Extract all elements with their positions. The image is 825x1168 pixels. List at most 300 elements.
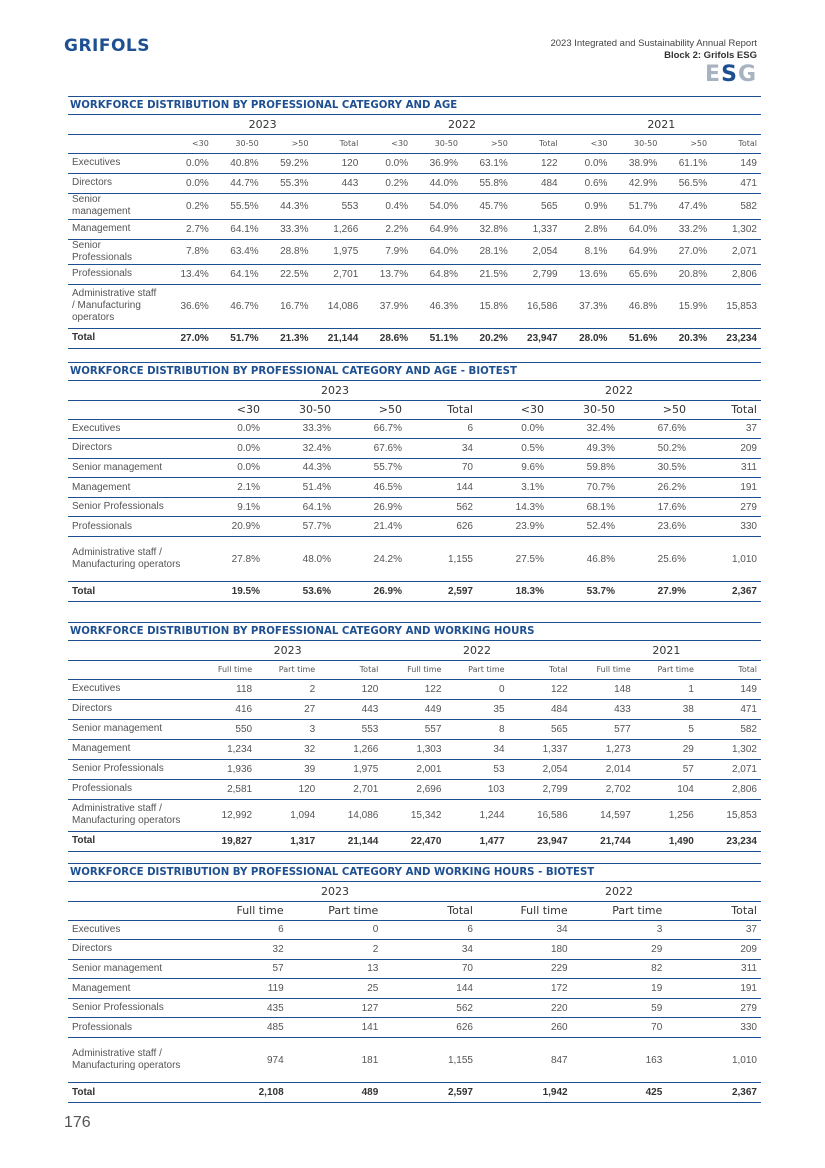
table-cell: 2,071 bbox=[698, 759, 761, 779]
table-cell: 1,155 bbox=[406, 537, 477, 582]
data-table bbox=[68, 381, 761, 602]
table-cell: 3 bbox=[256, 719, 319, 739]
table-cell: 104 bbox=[635, 779, 698, 799]
row-label: Administrative staff / Manufacturing operators bbox=[68, 537, 193, 582]
table-cell: 1,010 bbox=[666, 1038, 761, 1083]
table-cell: 172 bbox=[477, 979, 572, 999]
table-row bbox=[68, 419, 761, 439]
corner-cell bbox=[68, 882, 193, 901]
table-cell: 103 bbox=[445, 779, 508, 799]
table-cell: 181 bbox=[288, 1038, 383, 1083]
total-row bbox=[68, 582, 761, 602]
table-cell: 1,337 bbox=[509, 739, 572, 759]
column-header: Full time bbox=[477, 901, 572, 920]
table-cell: 50.2% bbox=[619, 439, 690, 459]
table-cell: 68.1% bbox=[548, 497, 619, 517]
year-header-row bbox=[68, 381, 761, 400]
row-label: Professionals bbox=[68, 517, 193, 537]
table-cell: 30.5% bbox=[619, 458, 690, 478]
table-cell: 52.4% bbox=[548, 517, 619, 537]
year-header: 2022 bbox=[382, 641, 571, 660]
table-cell: 12,992 bbox=[193, 799, 256, 831]
year-header: 2021 bbox=[562, 115, 761, 134]
table-cell: 34 bbox=[477, 920, 572, 940]
total-cell: 2,597 bbox=[406, 582, 477, 602]
table-cell: 59.8% bbox=[548, 458, 619, 478]
table-cell: 0.6% bbox=[562, 173, 612, 193]
table-age-section bbox=[68, 96, 761, 349]
table-row bbox=[68, 239, 761, 264]
column-header: <30 bbox=[362, 134, 412, 153]
table-cell: 0.0% bbox=[362, 153, 412, 173]
table-cell: 311 bbox=[666, 959, 761, 979]
column-header: <30 bbox=[477, 400, 548, 419]
table-cell: 2,696 bbox=[382, 779, 445, 799]
table-cell: 626 bbox=[406, 517, 477, 537]
table-cell: 37 bbox=[690, 419, 761, 439]
table-row bbox=[68, 759, 761, 779]
year-header-row bbox=[68, 882, 761, 901]
column-header: >50 bbox=[462, 134, 512, 153]
table-cell: 33.3% bbox=[264, 419, 335, 439]
total-cell: 51.1% bbox=[412, 328, 462, 348]
table-row bbox=[68, 799, 761, 831]
row-label: Directors bbox=[68, 173, 163, 193]
total-cell: 51.7% bbox=[213, 328, 263, 348]
table-cell: 1,302 bbox=[698, 739, 761, 759]
table-cell: 0.0% bbox=[193, 458, 264, 478]
table-cell: 55.5% bbox=[213, 193, 263, 219]
table-cell: 1,155 bbox=[382, 1038, 477, 1083]
year-header: 2021 bbox=[572, 641, 761, 660]
table-cell: 55.8% bbox=[462, 173, 512, 193]
table-cell: 25 bbox=[288, 979, 383, 999]
table-cell: 37.3% bbox=[562, 284, 612, 328]
table-cell: 2,054 bbox=[509, 759, 572, 779]
table-cell: 0.4% bbox=[362, 193, 412, 219]
column-header: Total bbox=[406, 400, 477, 419]
row-label: Senior Professionals bbox=[68, 998, 193, 1018]
table-cell: 122 bbox=[509, 679, 572, 699]
esg-mark bbox=[705, 62, 757, 87]
row-label: Management bbox=[68, 739, 193, 759]
row-label: Total bbox=[68, 831, 193, 851]
table-cell: 27.5% bbox=[477, 537, 548, 582]
corner-cell bbox=[68, 641, 193, 660]
column-header: Part time bbox=[635, 660, 698, 679]
corner-cell bbox=[68, 134, 163, 153]
table-cell: 23.9% bbox=[477, 517, 548, 537]
row-label: Senior management bbox=[68, 959, 193, 979]
table-cell: 0.0% bbox=[477, 419, 548, 439]
table-cell: 449 bbox=[382, 699, 445, 719]
table-cell: 260 bbox=[477, 1018, 572, 1038]
table-cell: 0.2% bbox=[163, 193, 213, 219]
table-row bbox=[68, 979, 761, 999]
total-cell: 20.3% bbox=[661, 328, 711, 348]
row-label: Senior Professionals bbox=[68, 497, 193, 517]
table-cell: 553 bbox=[312, 193, 362, 219]
table-cell: 32.8% bbox=[462, 219, 512, 239]
table-row bbox=[68, 458, 761, 478]
table-cell: 22.5% bbox=[263, 264, 313, 284]
table-cell: 59 bbox=[572, 998, 667, 1018]
total-cell: 425 bbox=[572, 1083, 667, 1103]
row-label: Administrative staff / Manufacturing operators bbox=[68, 799, 193, 831]
table-cell: 27.0% bbox=[661, 239, 711, 264]
table-cell: 32 bbox=[193, 940, 288, 960]
table-cell: 63.4% bbox=[213, 239, 263, 264]
total-cell: 23,947 bbox=[512, 328, 562, 348]
column-header: Total bbox=[512, 134, 562, 153]
table-cell: 1,303 bbox=[382, 739, 445, 759]
table-cell: 32.4% bbox=[264, 439, 335, 459]
table-cell: 57 bbox=[635, 759, 698, 779]
column-header: Part time bbox=[572, 901, 667, 920]
total-cell: 53.7% bbox=[548, 582, 619, 602]
corner-cell bbox=[68, 901, 193, 920]
table-cell: 59.2% bbox=[263, 153, 313, 173]
table-cell: 2.8% bbox=[562, 219, 612, 239]
column-header: Total bbox=[509, 660, 572, 679]
table-cell: 7.8% bbox=[163, 239, 213, 264]
table-cell: 24.2% bbox=[335, 537, 406, 582]
table-cell: 55.3% bbox=[263, 173, 313, 193]
table-cell: 1,244 bbox=[445, 799, 508, 831]
table-cell: 20.9% bbox=[193, 517, 264, 537]
table-cell: 42.9% bbox=[611, 173, 661, 193]
table-cell: 2,806 bbox=[711, 264, 761, 284]
year-header: 2023 bbox=[163, 115, 362, 134]
table-cell: 46.3% bbox=[412, 284, 462, 328]
table-cell: 626 bbox=[382, 1018, 477, 1038]
table-cell: 1,266 bbox=[319, 739, 382, 759]
table-cell: 63.1% bbox=[462, 153, 512, 173]
table-cell: 15,342 bbox=[382, 799, 445, 831]
row-label: Senior management bbox=[68, 193, 163, 219]
table-cell: 67.6% bbox=[335, 439, 406, 459]
table-cell: 163 bbox=[572, 1038, 667, 1083]
report-title: 2023 Integrated and Sustainability Annual Report bbox=[550, 38, 757, 49]
column-header: >50 bbox=[263, 134, 313, 153]
column-header: Full time bbox=[193, 901, 288, 920]
table-cell: 36.6% bbox=[163, 284, 213, 328]
table-cell: 485 bbox=[193, 1018, 288, 1038]
table-cell: 330 bbox=[666, 1018, 761, 1038]
table-cell: 2.1% bbox=[193, 478, 264, 498]
row-label: Directors bbox=[68, 439, 193, 459]
table-cell: 32.4% bbox=[548, 419, 619, 439]
row-label: Executives bbox=[68, 153, 163, 173]
table-cell: 14,597 bbox=[572, 799, 635, 831]
table-cell: 29 bbox=[635, 739, 698, 759]
column-header: Full time bbox=[193, 660, 256, 679]
table-cell: 64.9% bbox=[611, 239, 661, 264]
table-cell: 6 bbox=[406, 419, 477, 439]
table-cell: 0.9% bbox=[562, 193, 612, 219]
column-header: Part time bbox=[445, 660, 508, 679]
row-label: Directors bbox=[68, 940, 193, 960]
total-cell: 23,234 bbox=[698, 831, 761, 851]
table-cell: 1 bbox=[635, 679, 698, 699]
total-cell: 2,367 bbox=[666, 1083, 761, 1103]
table-cell: 33.3% bbox=[263, 219, 313, 239]
table-row bbox=[68, 1018, 761, 1038]
column-header: Total bbox=[690, 400, 761, 419]
column-header-row bbox=[68, 660, 761, 679]
table-cell: 36.9% bbox=[412, 153, 462, 173]
table-row bbox=[68, 517, 761, 537]
table-row bbox=[68, 699, 761, 719]
table-row bbox=[68, 1038, 761, 1083]
table-cell: 5 bbox=[635, 719, 698, 739]
column-header: Total bbox=[382, 901, 477, 920]
total-cell: 28.6% bbox=[362, 328, 412, 348]
table-cell: 2,702 bbox=[572, 779, 635, 799]
table-cell: 40.8% bbox=[213, 153, 263, 173]
table-cell: 15,853 bbox=[711, 284, 761, 328]
row-label: Total bbox=[68, 582, 193, 602]
table-cell: 118 bbox=[193, 679, 256, 699]
table-cell: 565 bbox=[512, 193, 562, 219]
table-cell: 122 bbox=[512, 153, 562, 173]
row-label: Senior Professionals bbox=[68, 239, 163, 264]
table-row bbox=[68, 739, 761, 759]
table-cell: 48.0% bbox=[264, 537, 335, 582]
table-row bbox=[68, 679, 761, 699]
row-label: Senior management bbox=[68, 719, 193, 739]
table-row bbox=[68, 920, 761, 940]
table-cell: 471 bbox=[698, 699, 761, 719]
table-row bbox=[68, 153, 761, 173]
table-cell: 39 bbox=[256, 759, 319, 779]
table-cell: 209 bbox=[666, 940, 761, 960]
table-cell: 13.4% bbox=[163, 264, 213, 284]
table-cell: 149 bbox=[698, 679, 761, 699]
table-cell: 6 bbox=[382, 920, 477, 940]
total-cell: 21.3% bbox=[263, 328, 313, 348]
table-cell: 33.2% bbox=[661, 219, 711, 239]
table-cell: 2,806 bbox=[698, 779, 761, 799]
table-cell: 191 bbox=[666, 979, 761, 999]
table-cell: 15.8% bbox=[462, 284, 512, 328]
table-cell: 582 bbox=[698, 719, 761, 739]
total-cell: 26.9% bbox=[335, 582, 406, 602]
table-row bbox=[68, 264, 761, 284]
table-cell: 25.6% bbox=[619, 537, 690, 582]
table-cell: 14.3% bbox=[477, 497, 548, 517]
table-cell: 21.5% bbox=[462, 264, 512, 284]
table-cell: 51.7% bbox=[611, 193, 661, 219]
total-cell: 1,477 bbox=[445, 831, 508, 851]
table-cell: 16,586 bbox=[512, 284, 562, 328]
table-cell: 471 bbox=[711, 173, 761, 193]
table-cell: 443 bbox=[319, 699, 382, 719]
year-header-row bbox=[68, 641, 761, 660]
table-cell: 484 bbox=[512, 173, 562, 193]
total-cell: 18.3% bbox=[477, 582, 548, 602]
table-cell: 553 bbox=[319, 719, 382, 739]
table-cell: 21.4% bbox=[335, 517, 406, 537]
column-header: >50 bbox=[661, 134, 711, 153]
table-cell: 279 bbox=[690, 497, 761, 517]
table-cell: 1,975 bbox=[319, 759, 382, 779]
row-label: Total bbox=[68, 1083, 193, 1103]
total-cell: 2,108 bbox=[193, 1083, 288, 1103]
total-row bbox=[68, 328, 761, 348]
data-table bbox=[68, 882, 761, 1103]
table-cell: 66.7% bbox=[335, 419, 406, 439]
section-title: WORKFORCE DISTRIBUTION BY PROFESSIONAL CATEGORY AND WORKING HOURS - BIOTEST bbox=[68, 863, 761, 882]
row-label: Professionals bbox=[68, 779, 193, 799]
table-cell: 26.9% bbox=[335, 497, 406, 517]
table-row bbox=[68, 439, 761, 459]
table-cell: 2,054 bbox=[512, 239, 562, 264]
table-cell: 2 bbox=[288, 940, 383, 960]
table-cell: 2,701 bbox=[319, 779, 382, 799]
table-cell: 19 bbox=[572, 979, 667, 999]
table-cell: 2 bbox=[256, 679, 319, 699]
year-header: 2022 bbox=[477, 381, 761, 400]
table-cell: 0 bbox=[288, 920, 383, 940]
table-cell: 56.5% bbox=[661, 173, 711, 193]
table-row bbox=[68, 478, 761, 498]
column-header: Total bbox=[312, 134, 362, 153]
corner-cell bbox=[68, 115, 163, 134]
table-cell: 433 bbox=[572, 699, 635, 719]
data-table bbox=[68, 115, 761, 349]
table-cell: 23.6% bbox=[619, 517, 690, 537]
table-cell: 34 bbox=[445, 739, 508, 759]
table-cell: 16.7% bbox=[263, 284, 313, 328]
table-cell: 53 bbox=[445, 759, 508, 779]
table-cell: 15.9% bbox=[661, 284, 711, 328]
table-cell: 6 bbox=[193, 920, 288, 940]
table-cell: 191 bbox=[690, 478, 761, 498]
table-cell: 15,853 bbox=[698, 799, 761, 831]
total-cell: 27.9% bbox=[619, 582, 690, 602]
table-cell: 120 bbox=[312, 153, 362, 173]
total-cell: 23,947 bbox=[509, 831, 572, 851]
total-cell: 1,942 bbox=[477, 1083, 572, 1103]
table-cell: 61.1% bbox=[661, 153, 711, 173]
total-cell: 53.6% bbox=[264, 582, 335, 602]
total-cell: 19.5% bbox=[193, 582, 264, 602]
table-cell: 64.1% bbox=[213, 219, 263, 239]
table-cell: 35 bbox=[445, 699, 508, 719]
table-cell: 144 bbox=[382, 979, 477, 999]
table-cell: 13 bbox=[288, 959, 383, 979]
total-cell: 2,367 bbox=[690, 582, 761, 602]
table-row bbox=[68, 193, 761, 219]
table-cell: 148 bbox=[572, 679, 635, 699]
table-row bbox=[68, 719, 761, 739]
table-cell: 2.2% bbox=[362, 219, 412, 239]
table-cell: 46.8% bbox=[611, 284, 661, 328]
row-label: Administrative staff / Manufacturing operators bbox=[68, 1038, 193, 1083]
table-cell: 974 bbox=[193, 1038, 288, 1083]
table-cell: 562 bbox=[406, 497, 477, 517]
row-label: Senior Professionals bbox=[68, 759, 193, 779]
table-cell: 122 bbox=[382, 679, 445, 699]
column-header: Total bbox=[711, 134, 761, 153]
table-cell: 17.6% bbox=[619, 497, 690, 517]
table-cell: 65.6% bbox=[611, 264, 661, 284]
table-cell: 8 bbox=[445, 719, 508, 739]
table-cell: 1,010 bbox=[690, 537, 761, 582]
table-cell: 577 bbox=[572, 719, 635, 739]
total-row bbox=[68, 1083, 761, 1103]
table-cell: 1,273 bbox=[572, 739, 635, 759]
row-label: Executives bbox=[68, 419, 193, 439]
table-cell: 0.0% bbox=[163, 153, 213, 173]
table-cell: 119 bbox=[193, 979, 288, 999]
table-cell: 46.7% bbox=[213, 284, 263, 328]
total-cell: 21,744 bbox=[572, 831, 635, 851]
section-title: WORKFORCE DISTRIBUTION BY PROFESSIONAL CATEGORY AND WORKING HOURS bbox=[68, 622, 761, 641]
table-cell: 1,936 bbox=[193, 759, 256, 779]
table-cell: 144 bbox=[406, 478, 477, 498]
row-label: Administrative staff / Manufacturing operators bbox=[68, 284, 163, 328]
column-header: 30-50 bbox=[611, 134, 661, 153]
table-cell: 44.0% bbox=[412, 173, 462, 193]
year-header: 2022 bbox=[477, 882, 761, 901]
column-header-row bbox=[68, 134, 761, 153]
page-number: 176 bbox=[64, 1114, 91, 1131]
table-cell: 2.7% bbox=[163, 219, 213, 239]
row-label: Management bbox=[68, 478, 193, 498]
corner-cell bbox=[68, 400, 193, 419]
column-header: Part time bbox=[256, 660, 319, 679]
column-header: 30-50 bbox=[412, 134, 462, 153]
row-label: Directors bbox=[68, 699, 193, 719]
table-cell: 14,086 bbox=[312, 284, 362, 328]
table-cell: 27.8% bbox=[193, 537, 264, 582]
grifols-logo: GRIFOLS bbox=[64, 36, 151, 56]
table-cell: 46.5% bbox=[335, 478, 406, 498]
table-cell: 1,337 bbox=[512, 219, 562, 239]
year-header: 2022 bbox=[362, 115, 561, 134]
total-cell: 21,144 bbox=[319, 831, 382, 851]
table-cell: 0.0% bbox=[193, 439, 264, 459]
table-cell: 13.7% bbox=[362, 264, 412, 284]
table-cell: 1,234 bbox=[193, 739, 256, 759]
row-label: Professionals bbox=[68, 1018, 193, 1038]
data-table bbox=[68, 641, 761, 852]
table-cell: 55.7% bbox=[335, 458, 406, 478]
row-label: Management bbox=[68, 219, 163, 239]
row-label: Management bbox=[68, 979, 193, 999]
column-header: Total bbox=[319, 660, 382, 679]
table-cell: 0.0% bbox=[193, 419, 264, 439]
corner-cell bbox=[68, 660, 193, 679]
table-cell: 7.9% bbox=[362, 239, 412, 264]
table-row bbox=[68, 284, 761, 328]
table-cell: 46.8% bbox=[548, 537, 619, 582]
year-header: 2023 bbox=[193, 882, 477, 901]
table-cell: 47.4% bbox=[661, 193, 711, 219]
table-cell: 562 bbox=[382, 998, 477, 1018]
table-age-biotest-section bbox=[68, 362, 761, 602]
table-cell: 13.6% bbox=[562, 264, 612, 284]
total-cell: 51.6% bbox=[611, 328, 661, 348]
table-cell: 34 bbox=[382, 940, 477, 960]
table-cell: 54.0% bbox=[412, 193, 462, 219]
table-cell: 28.8% bbox=[263, 239, 313, 264]
total-cell: 20.2% bbox=[462, 328, 512, 348]
table-cell: 9.1% bbox=[193, 497, 264, 517]
column-header: >50 bbox=[335, 400, 406, 419]
